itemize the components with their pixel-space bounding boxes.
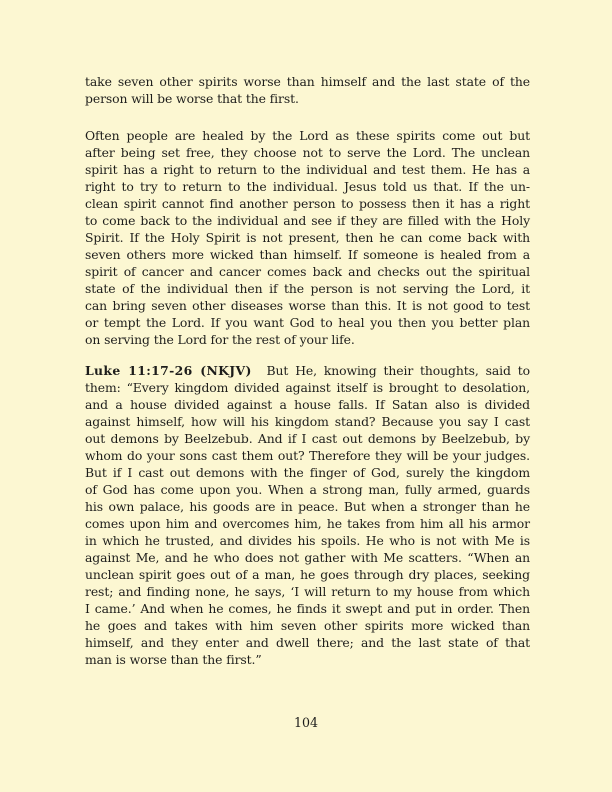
text-line: can bring seven other diseases worse than this. It is not good to test <box>85 298 530 313</box>
text-line: them: “Every kingdom divided against itself is brought to desolation, <box>85 380 530 395</box>
text-line: comes upon him and overcomes him, he takes from him all his armor <box>85 516 530 531</box>
text-line: spirit has a right to return to the individual and test them. He has a <box>85 162 530 177</box>
text-line: take seven other spirits worse than himself and the last state of the <box>85 74 530 89</box>
paragraph <box>85 73 530 107</box>
verse-reference: Luke 11:17-26 (NKJV) <box>85 363 252 378</box>
text-line: himself, and they enter and dwell there; and the last state of that <box>85 635 530 650</box>
paragraphs <box>85 73 530 668</box>
text-line: of God has come upon you. When a strong man, fully armed, guards <box>85 482 530 497</box>
text-line: or tempt the Lord. If you want God to heal you then you better plan <box>85 315 530 330</box>
text-line: against Me, and he who does not gather with Me scatters. “When an <box>85 550 530 565</box>
text-line: in which he trusted, and divides his spoils. He who is not with Me is <box>85 533 530 548</box>
text-line: person will be worse that the first. <box>85 91 299 106</box>
text-line: rest; and finding none, he says, ‘I will return to my house from which <box>85 584 530 599</box>
text-line: Spirit. If the Holy Spirit is not present, then he can come back with <box>85 230 530 245</box>
text-line: out demons by Beelzebub. And if I cast out demons by Beelzebub, by <box>85 431 530 446</box>
text-line: state of the individual then if the person is not serving the Lord, it <box>85 281 530 296</box>
paragraph <box>85 362 530 668</box>
text-line: spirit of cancer and cancer comes back and checks out the spiritual <box>85 264 530 279</box>
text-line: I came.’ And when he comes, he finds it swept and put in order. Then <box>85 601 530 616</box>
text-line: unclean spirit goes out of a man, he goes through dry places, seeking <box>85 567 530 582</box>
text-line: against himself, how will his kingdom stand? Because you say I cast <box>85 414 530 429</box>
text-line: to come back to the individual and see if they are filled with the Holy <box>85 213 530 228</box>
text-line: his own palace, his goods are in peace. But when a stronger than he <box>85 499 530 514</box>
text-line: whom do your sons cast them out? Therefore they will be your judges. <box>85 448 530 463</box>
text-line: on serving the Lord for the rest of your life. <box>85 332 355 347</box>
page-number: 104 <box>293 715 319 730</box>
text-line: right to try to return to the individual. Jesus told us that. If the un- <box>85 179 530 194</box>
text-line: after being set free, they choose not to serve the Lord. The unclean <box>85 145 530 160</box>
text-line: clean spirit cannot find another person to possess then it has a right <box>85 196 530 211</box>
text-line: Luke 11:17-26 (NKJV) But He, knowing their thoughts, said to <box>85 363 530 378</box>
text-line: he goes and takes with him seven other spirits more wicked than <box>85 618 530 633</box>
text-line: man is worse than the first.” <box>85 652 262 667</box>
paragraph <box>85 127 530 348</box>
text-line: seven others more wicked than himself. If someone is healed from a <box>85 247 530 262</box>
page-body <box>85 73 530 668</box>
text-line: But if I cast out demons with the finger of God, surely the kingdom <box>85 465 530 480</box>
text-line: Often people are healed by the Lord as these spirits come out but <box>85 128 530 143</box>
text-line: and a house divided against a house falls. If Satan also is divided <box>85 397 530 412</box>
